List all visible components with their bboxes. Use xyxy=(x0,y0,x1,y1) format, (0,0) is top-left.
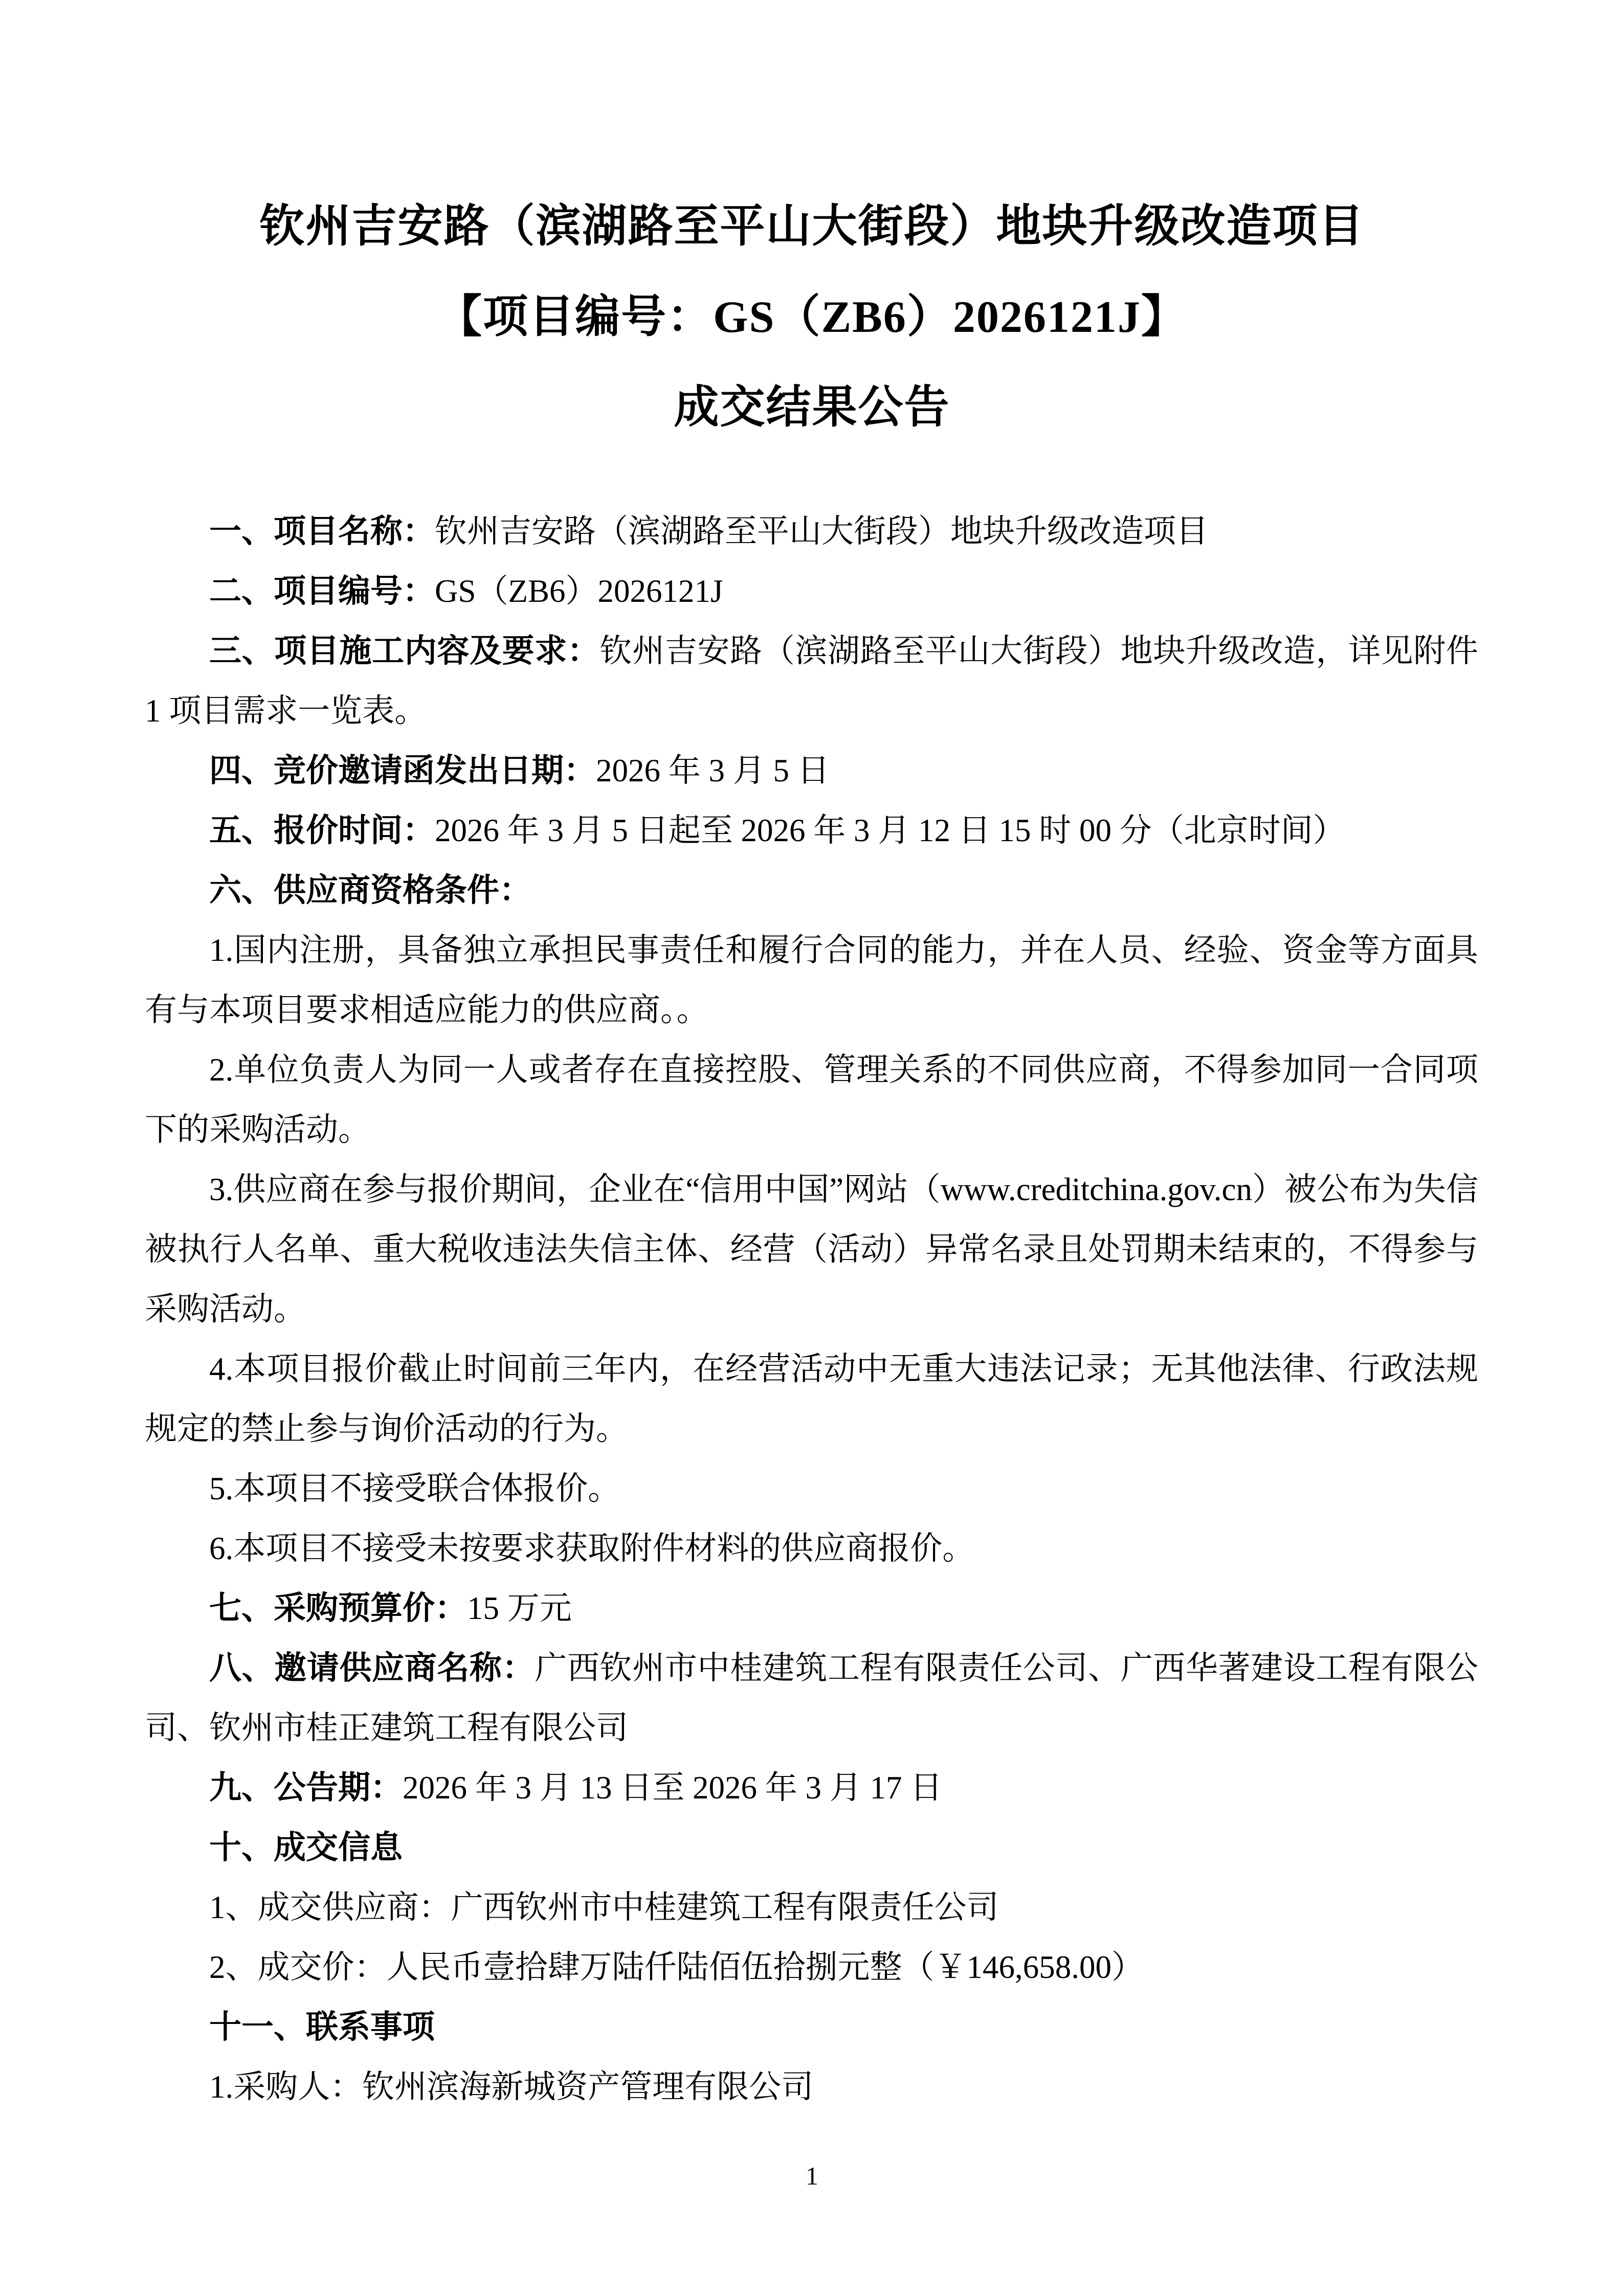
qualification-item-4-text: 4.本项目报价截止时间前三年内，在经营活动中无重大违法记录；无其他法律、行政法规规定的禁止参与询价活动的行为。 xyxy=(145,1351,1478,1447)
contact-purchaser-text: 1.采购人：钦州滨海新城资产管理有限公司 xyxy=(209,2069,814,2105)
section-budget-price-value: 15 万元 xyxy=(467,1590,572,1626)
qualification-item-1-text: 1.国内注册，具备独立承担民事责任和履行合同的能力，并在人员、经验、资金等方面具有与本项目要求相适应能力的供应商。。 xyxy=(145,932,1478,1028)
qualification-item-5-text: 5.本项目不接受联合体报价。 xyxy=(209,1471,620,1506)
section-invited-suppliers-label: 八、邀请供应商名称： xyxy=(209,1650,535,1686)
section-award-info-label: 十、成交信息 xyxy=(209,1830,403,1865)
section-work-content xyxy=(145,621,1478,741)
section-budget-price-label: 七、采购预算价： xyxy=(209,1590,467,1626)
section-project-number xyxy=(145,561,1478,621)
section-quote-period xyxy=(145,801,1478,861)
section-project-number-value: GS（ZB6）2026121J xyxy=(435,573,723,609)
section-announcement-period xyxy=(145,1758,1478,1818)
section-project-number-label: 二、项目编号： xyxy=(209,573,435,609)
qualification-item-2 xyxy=(145,1040,1478,1160)
qualification-item-3 xyxy=(145,1160,1478,1339)
document-title xyxy=(0,0,1624,453)
qualification-item-6-text: 6.本项目不接受未按要求获取附件材料的供应商报价。 xyxy=(209,1530,975,1566)
award-price xyxy=(145,1938,1478,1997)
section-contact-heading xyxy=(145,1997,1478,2057)
section-project-name-value: 钦州吉安路（滨湖路至平山大街段）地块升级改造项目 xyxy=(435,513,1208,549)
section-invitation-date-label: 四、竞价邀请函发出日期： xyxy=(209,753,596,789)
section-project-name xyxy=(145,502,1478,561)
contact-purchaser xyxy=(145,2057,1478,2117)
section-award-info-heading xyxy=(145,1818,1478,1878)
section-budget-price xyxy=(145,1579,1478,1638)
award-price-text: 2、成交价：人民币壹拾肆万陆仟陆佰伍拾捌元整（￥146,658.00） xyxy=(209,1949,1144,1985)
section-announcement-period-value: 2026 年 3 月 13 日至 2026 年 3 月 17 日 xyxy=(403,1770,943,1806)
award-supplier-text: 1、成交供应商：广西钦州市中桂建筑工程有限责任公司 xyxy=(209,1889,999,1925)
section-supplier-qualification-label: 六、供应商资格条件： xyxy=(209,872,531,908)
qualification-item-1 xyxy=(145,920,1478,1040)
qualification-item-6 xyxy=(145,1519,1478,1579)
title-line-project-number: 【项目编号：GS（ZB6）2026121J】 xyxy=(437,292,1187,342)
section-contact-label: 十一、联系事项 xyxy=(209,2009,435,2045)
section-quote-period-label: 五、报价时间： xyxy=(209,813,435,848)
title-line-project-name: 钦州吉安路（滨湖路至平山大街段）地块升级改造项目 xyxy=(259,202,1365,252)
section-supplier-qualification-heading xyxy=(145,861,1478,920)
section-invitation-date-value: 2026 年 3 月 5 日 xyxy=(596,753,830,789)
document-body xyxy=(145,502,1478,2117)
qualification-item-3-text: 3.供应商在参与报价期间，企业在“信用中国”网站（www.creditchina.gov.cn）被公布为失信被执行人名单、重大税收违法失信主体、经营（活动）异常名录且处罚期未结束的，不得参与采购活动。 xyxy=(145,1172,1478,1327)
title-line-announcement-type: 成交结果公告 xyxy=(674,383,950,433)
section-work-content-value: 钦州吉安路（滨湖路至平山大街段）地块升级改造，详见附件 1 项目需求一览表。 xyxy=(145,633,1479,729)
qualification-item-2-text: 2.单位负责人为同一人或者存在直接控股、管理关系的不同供应商，不得参加同一合同项下的采购活动。 xyxy=(145,1052,1478,1147)
section-quote-period-value: 2026 年 3 月 5 日起至 2026 年 3 月 12 日 15 时 00 分（北京时间） xyxy=(435,813,1345,848)
section-invitation-date xyxy=(145,741,1478,801)
section-announcement-period-label: 九、公告期： xyxy=(209,1770,403,1806)
qualification-item-4 xyxy=(145,1339,1478,1459)
award-supplier xyxy=(145,1878,1478,1938)
page-number: 1 xyxy=(806,2162,818,2190)
qualification-item-5 xyxy=(145,1459,1478,1519)
section-project-name-label: 一、项目名称： xyxy=(209,513,435,549)
section-invited-suppliers xyxy=(145,1638,1478,1758)
section-invited-suppliers-value: 广西钦州市中桂建筑工程有限责任公司、广西华著建设工程有限公司、钦州市桂正建筑工程有限公司 xyxy=(145,1650,1479,1746)
section-work-content-label: 三、项目施工内容及要求： xyxy=(209,633,600,669)
